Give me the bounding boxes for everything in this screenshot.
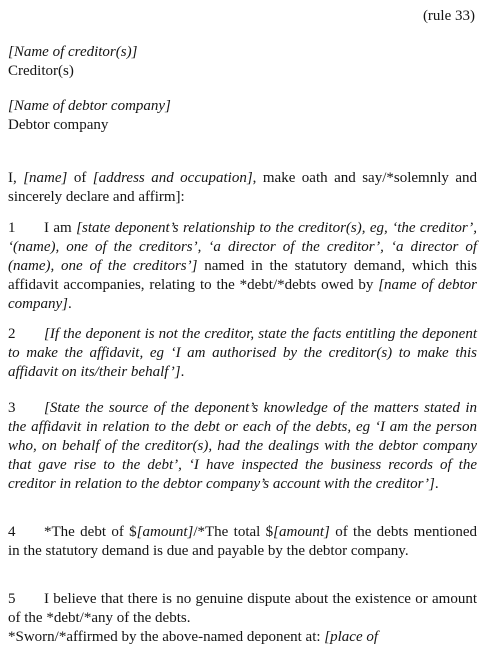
- debtor-name-placeholder: [Name of debtor company]: [8, 98, 171, 114]
- paragraph-2: [8, 325, 477, 382]
- debtor-block: [8, 97, 477, 135]
- p4-text-b: /*The total $: [193, 524, 274, 540]
- intro-name-placeholder: [name]: [23, 170, 68, 186]
- paragraph-4: [8, 523, 477, 561]
- intro-text-a: I,: [8, 170, 24, 186]
- sworn-line: [8, 628, 477, 647]
- sworn-place-placeholder: [place of: [324, 629, 379, 645]
- intro-text-b: of: [67, 170, 93, 186]
- paragraph-number: 4: [8, 524, 16, 540]
- paragraph-number: 2: [8, 326, 16, 342]
- p3-italic: [State the source of the deponent’s knowledge of the matters stated in the affidavit in relation to the debt or each of the debts, eg ‘I am the person who, on behalf of the creditor(s), had the dealings with the debtor company that gave rise to the debt’, ‘I have inspected the business records of the creditor in relation to the debtor company’s account with the creditor’]: [8, 400, 477, 492]
- p1-text-b: named in the statutory demand, which this affidavit accompanies, relating to the *debt/*debts owed by: [8, 258, 477, 293]
- paragraph-1: [8, 219, 477, 314]
- p5-text: I believe that there is no genuine dispute about the existence or amount of the *debt/*any of the debts.: [8, 591, 477, 626]
- paragraph-number: 1: [8, 220, 16, 236]
- p4-text-a: *The debt of $: [44, 524, 137, 540]
- intro-address-placeholder: [address and occupation]: [92, 170, 253, 186]
- paragraph-3: [8, 399, 477, 494]
- rule-reference: (rule 33): [422, 8, 475, 24]
- creditor-block: [8, 43, 477, 81]
- debtor-label: Debtor company: [8, 117, 109, 133]
- p2-text-c: .: [180, 364, 185, 380]
- p4-amount-2: [amount]: [273, 524, 330, 540]
- p3-text-c: .: [434, 476, 439, 492]
- p4-text-c: of the debts mentioned in the statutory demand is due and payable by the debtor company.: [8, 524, 478, 559]
- p1-text-c: .: [68, 296, 72, 312]
- intro-text-c: , make oath and say/*solemnly and sincerely declare and affirm]:: [8, 170, 477, 205]
- paragraph-5: [8, 590, 477, 647]
- p2-italic: [If the deponent is not the creditor, state the facts entitling the deponent to make the affidavit, eg ‘I am authorised by the creditor(s) to make this affidavit on its/their behalf’]: [8, 326, 477, 380]
- intro-paragraph: [8, 169, 477, 207]
- p1-text-a: I am: [44, 220, 77, 236]
- p4-amount-1: [amount]: [136, 524, 194, 540]
- p1-italic-2: [name of debtor company]: [8, 277, 477, 312]
- paragraph-number: 3: [8, 400, 16, 416]
- paragraph-number: 5: [8, 591, 16, 607]
- p1-italic: [state deponent’s relationship to the creditor(s), eg, ‘the creditor’, ‘(name), one of the creditors’, ‘a director of the creditor’, ‘a director of (name), one of the creditors’]: [8, 220, 477, 274]
- creditor-name-placeholder: [Name of creditor(s)]: [8, 44, 138, 60]
- creditor-label: Creditor(s): [8, 63, 74, 79]
- sworn-text: *Sworn/*affirmed by the above-named deponent at:: [8, 629, 325, 645]
